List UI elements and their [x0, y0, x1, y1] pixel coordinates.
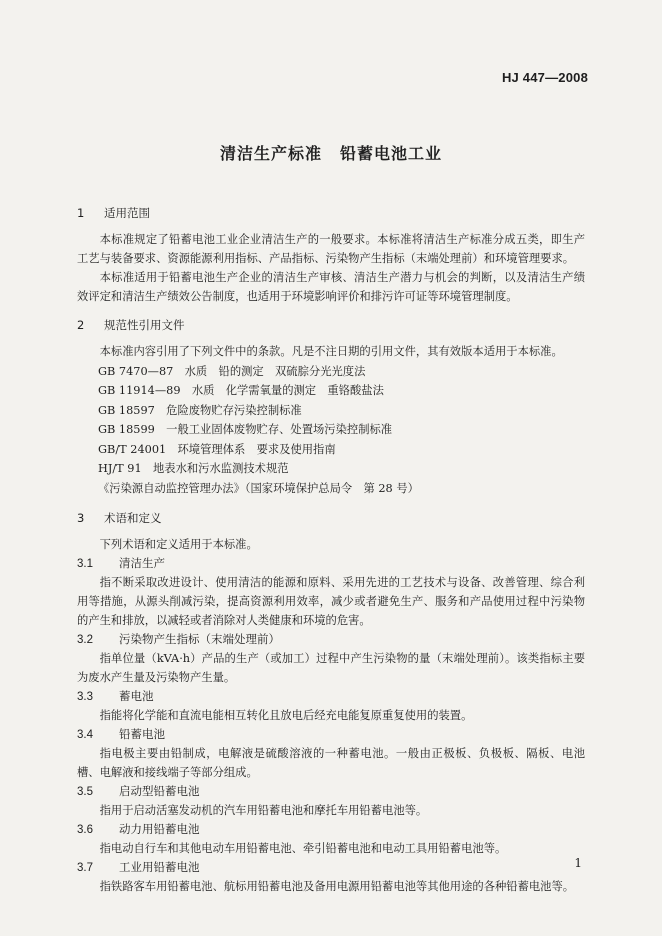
section-number: 1: [77, 206, 85, 220]
definition-term: 启动型铅蓄电池: [119, 784, 200, 798]
reference-item: GB 11914—89 水质 化学需氧量的测定 重铬酸盐法: [98, 384, 384, 397]
definition-heading: 3.6 动力用铅蓄电池: [77, 822, 200, 836]
title-part-1: 清洁生产标准: [219, 144, 322, 163]
definition-text: 指单位量（kVA·h）产品的生产（或加工）过程中产生污染物的量（末端处理前）。该类指标主要为废水产生量及污染物产生量。: [77, 652, 585, 684]
definition-heading: 3.7 工业用铅蓄电池: [77, 860, 200, 874]
definition-heading: 3.3 蓄电池: [77, 689, 154, 703]
section-title: 术语和定义: [104, 511, 162, 525]
definition-heading: 3.4 铅蓄电池: [77, 727, 165, 741]
document-title: [0, 141, 662, 164]
definition-text: 指能将化学能和直流电能相互转化且放电后经充电能复原重复使用的装置。: [99, 709, 473, 722]
definition-heading: 3.2 污染物产生指标（末端处理前）: [77, 632, 280, 646]
section-title: 规范性引用文件: [104, 318, 185, 332]
reference-item: GB 18597 危险废物贮存污染控制标准: [98, 403, 302, 417]
page-number: 1: [574, 856, 582, 870]
section-1-heading: [77, 205, 585, 222]
definition-text: 指电动自行车和其他电动车用铅蓄电池、牵引铅蓄电池和电动工具用铅蓄电池等。: [99, 842, 507, 855]
title-part-2: 铅蓄电池工业: [340, 144, 443, 163]
section-number: 2: [77, 318, 85, 332]
definition-term: 动力用铅蓄电池: [119, 822, 200, 836]
section-2-intro: 本标准内容引用了下列文件中的条款。凡是不注日期的引用文件，其有效版本适用于本标准。: [99, 345, 563, 358]
section-number: 3: [77, 511, 85, 525]
reference-item: 《污染源自动监控管理办法》（国家环境保护总局令 第 28 号）: [98, 481, 419, 495]
definition-term: 工业用铅蓄电池: [119, 860, 200, 874]
standard-code: HJ 447—2008: [501, 70, 588, 85]
section-3-heading: [77, 510, 585, 527]
definition-term: 清洁生产: [119, 556, 165, 570]
definition-heading: 3.1 清洁生产: [77, 556, 165, 570]
definition-text: 指电极主要由铅制成，电解液是硫酸溶液的一种蓄电池。一般由正极板、负极板、隔板、电池槽、电解液和接线端子等部分组成。: [77, 747, 585, 779]
definition-text: 指用于启动活塞发动机的汽车用铅蓄电池和摩托车用铅蓄电池等。: [99, 804, 428, 817]
definition-term: 铅蓄电池: [119, 727, 165, 741]
definition-term: 蓄电池: [119, 689, 154, 703]
reference-item: GB 18599 一般工业固体废物贮存、处置场污染控制标准: [98, 423, 393, 436]
section-1-paragraph: 本标准适用于铅蓄电池生产企业的清洁生产审核、清洁生产潜力与机会的判断，以及清洁生产绩效评定和清洁生产绩效公告制度，也适用于环境影响评价和排污许可证等环境管理制度。: [77, 271, 585, 303]
section-2-heading: [77, 317, 585, 334]
section-3-intro: 下列术语和定义适用于本标准。: [99, 538, 258, 551]
definition-term: 污染物产生指标（末端处理前）: [119, 632, 280, 646]
definition-text: 指铁路客车用铅蓄电池、航标用铅蓄电池及备用电源用铅蓄电池等其他用途的各种铅蓄电池等。: [99, 880, 575, 893]
definition-heading: 3.5 启动型铅蓄电池: [77, 784, 200, 798]
document-body: [77, 205, 585, 896]
section-1-paragraph: 本标准规定了铅蓄电池工业企业清洁生产的一般要求。本标准将清洁生产标准分成五类，即生产工艺与装备要求、资源能源利用指标、产品指标、污染物产生指标（末端处理前）和环境管理要求。: [77, 233, 585, 265]
section-title: 适用范围: [104, 206, 150, 220]
reference-item: GB 7470—87 水质 铅的测定 双硫腙分光光度法: [98, 364, 366, 378]
reference-item: GB/T 24001 环境管理体系 要求及使用指南: [98, 442, 336, 456]
reference-item: HJ/T 91 地表水和污水监测技术规范: [98, 462, 289, 475]
definition-text: 指不断采取改进设计、使用清洁的能源和原料、采用先进的工艺技术与设备、改善管理、综合利用等措施，从源头削减污染，提高资源利用效率，减少或者避免生产、服务和产品使用过程中污染物的产生和排放，以减轻或者消除对人类健康和环境的危害。: [77, 576, 585, 627]
